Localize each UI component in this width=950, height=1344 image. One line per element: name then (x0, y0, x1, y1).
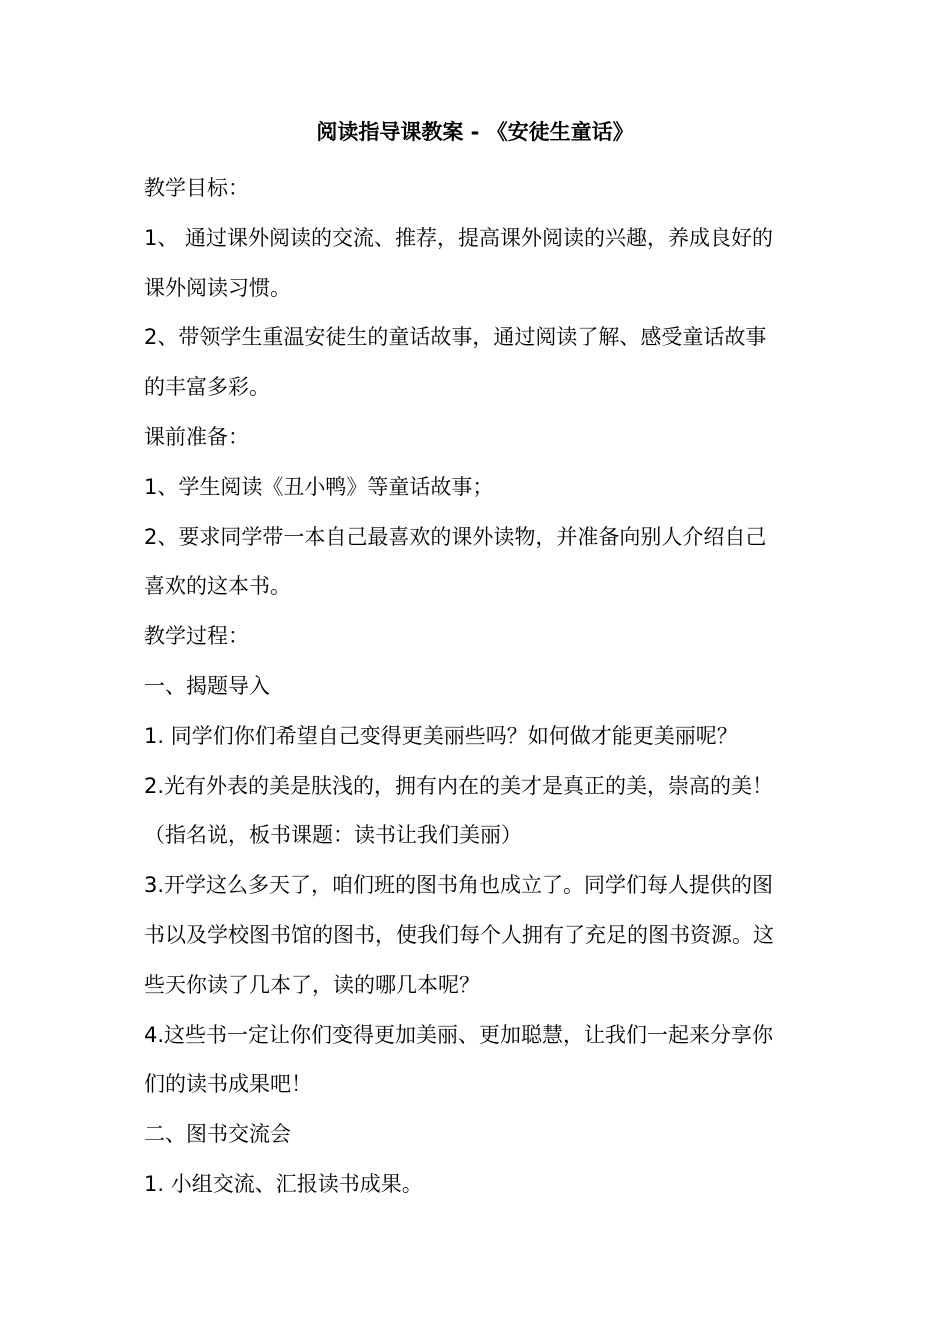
text-line: 书以及学校图书馆的图书，使我们每个人拥有了充足的图书资源。这 (144, 922, 774, 947)
text-line: 教学目标： (144, 176, 249, 200)
text-line: 1、学生阅读《丑小鸭》等童话故事； (144, 474, 494, 499)
text-line: 1. 小组交流、汇报读书成果。 (144, 1171, 423, 1196)
text-line: 些天你读了几本了，读的哪几本呢？ (144, 972, 480, 997)
text-line: 3.开学这么多天了，咱们班的图书角也成立了。同学们每人提供的图 (144, 873, 774, 898)
text-line: 课前准备： (144, 424, 249, 449)
text-line: 一、揭题导入 (144, 673, 270, 698)
text-line: 4.这些书一定让你们变得更加美丽、更加聪慧，让我们一起来分享你 (144, 1022, 774, 1047)
document-body (144, 164, 816, 1210)
text-line: 2、带领学生重温安徒生的童话故事，通过阅读了解、感受童话故事 (144, 325, 767, 350)
text-line: 二、图书交流会 (144, 1122, 291, 1147)
document-title: 阅读指导课教案 - 《安徒生童话》 (316, 120, 634, 144)
text-line: 喜欢的这本书。 (144, 574, 291, 599)
text-line: 的丰富多彩。 (144, 375, 270, 400)
text-line: （指名说，板书课题：读书让我们美丽） (144, 823, 522, 848)
text-line: 1、 通过课外阅读的交流、推荐，提高课外阅读的兴趣，养成良好的 (144, 225, 774, 250)
text-line: 1. 同学们你们希望自己变得更美丽些吗？如何做才能更美丽呢？ (144, 723, 738, 748)
text-line: 2.光有外表的美是肤浅的，拥有内在的美才是真正的美，崇高的美！ (144, 773, 774, 798)
text-line: 2、要求同学带一本自己最喜欢的课外读物，并准备向别人介绍自己 (144, 524, 767, 549)
text-line: 课外阅读习惯。 (144, 275, 291, 300)
text-line: 教学过程： (144, 624, 249, 649)
text-line: 们的读书成果吧！ (144, 1072, 312, 1097)
